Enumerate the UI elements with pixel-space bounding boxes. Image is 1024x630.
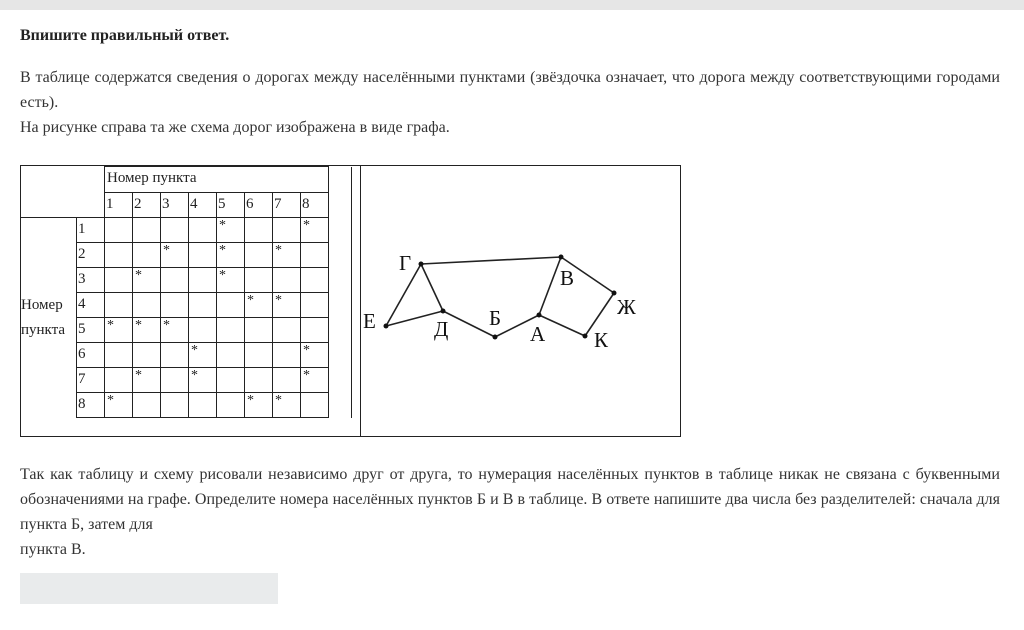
table-cell bbox=[245, 243, 273, 268]
column-number: 2 bbox=[133, 193, 161, 218]
task-figure bbox=[20, 165, 681, 437]
node-zh bbox=[612, 291, 617, 296]
table-cell bbox=[161, 368, 189, 393]
column-number: 1 bbox=[105, 193, 133, 218]
table-cell bbox=[273, 343, 301, 368]
table-cell: * bbox=[273, 393, 301, 418]
label-g: Г bbox=[399, 251, 412, 275]
label-zh: Ж bbox=[617, 295, 636, 319]
table-cell bbox=[189, 318, 217, 343]
row-number: 8 bbox=[77, 393, 105, 418]
column-number: 8 bbox=[301, 193, 329, 218]
table-cell: * bbox=[245, 293, 273, 318]
edge-g-d bbox=[421, 264, 443, 311]
label-k: К bbox=[594, 328, 609, 352]
table-cell bbox=[245, 368, 273, 393]
table-corner bbox=[21, 167, 105, 218]
table-cell bbox=[161, 393, 189, 418]
row-number: 6 bbox=[77, 343, 105, 368]
label-d: Д bbox=[434, 317, 449, 341]
table-cell bbox=[273, 368, 301, 393]
table-cell bbox=[189, 393, 217, 418]
row-number: 2 bbox=[77, 243, 105, 268]
table-cell bbox=[189, 243, 217, 268]
node-b bbox=[493, 335, 498, 340]
road-graph bbox=[360, 166, 681, 436]
table-cell bbox=[273, 268, 301, 293]
table-cell bbox=[301, 243, 329, 268]
task-text-line-1: В таблице содержатся сведения о дорогах между населёнными пунктами (звёздочка означает, что дорога между соответствующими городами есть). bbox=[20, 69, 1000, 111]
edge-a-k bbox=[539, 315, 585, 336]
table-cell bbox=[245, 218, 273, 243]
node-v bbox=[559, 255, 564, 260]
graph-svg bbox=[361, 166, 681, 436]
label-e: Е bbox=[363, 309, 376, 333]
table-cell: * bbox=[133, 368, 161, 393]
table-cell bbox=[105, 368, 133, 393]
table-cell: * bbox=[189, 343, 217, 368]
label-v: В bbox=[560, 266, 575, 290]
table-cell: * bbox=[133, 268, 161, 293]
task-heading: Впишите правильный ответ. bbox=[20, 27, 230, 44]
table-cell bbox=[105, 268, 133, 293]
table-cell bbox=[217, 343, 245, 368]
row-number: 1 bbox=[77, 218, 105, 243]
table-cell bbox=[301, 268, 329, 293]
table-cell: * bbox=[217, 268, 245, 293]
table-cell bbox=[245, 268, 273, 293]
table-cell bbox=[301, 318, 329, 343]
table-cell: * bbox=[301, 343, 329, 368]
node-e bbox=[384, 324, 389, 329]
table-cell: * bbox=[217, 218, 245, 243]
table-cell bbox=[161, 293, 189, 318]
table-cell bbox=[189, 268, 217, 293]
table-cell bbox=[273, 318, 301, 343]
row-number: 3 bbox=[77, 268, 105, 293]
task-question-tail: пункта В. bbox=[20, 541, 86, 558]
table-cell bbox=[105, 293, 133, 318]
task-text-line-2: На рисунке справа та же схема дорог изображена в виде графа. bbox=[20, 119, 450, 136]
table-cell bbox=[217, 393, 245, 418]
table-cell bbox=[217, 368, 245, 393]
table-cell bbox=[189, 293, 217, 318]
row-header bbox=[21, 218, 77, 418]
node-d bbox=[441, 309, 446, 314]
table-cell bbox=[273, 218, 301, 243]
table-cell bbox=[217, 318, 245, 343]
node-a bbox=[537, 313, 542, 318]
column-number: 6 bbox=[245, 193, 273, 218]
edge-g-v bbox=[421, 257, 561, 264]
table-cell: * bbox=[105, 393, 133, 418]
row-number: 4 bbox=[77, 293, 105, 318]
table-cell bbox=[133, 243, 161, 268]
table-cell bbox=[189, 218, 217, 243]
table-cell bbox=[105, 218, 133, 243]
table-cell: * bbox=[301, 368, 329, 393]
edge-d-b bbox=[443, 311, 495, 337]
table-cell bbox=[161, 343, 189, 368]
table-cell bbox=[133, 343, 161, 368]
label-b: Б bbox=[489, 306, 502, 330]
graph-labels bbox=[363, 251, 636, 352]
edge-a-v bbox=[539, 257, 561, 315]
table-cell: * bbox=[273, 243, 301, 268]
table-cell: * bbox=[301, 218, 329, 243]
table-cell bbox=[105, 343, 133, 368]
table-cell: * bbox=[161, 243, 189, 268]
table-cell: * bbox=[245, 393, 273, 418]
column-number: 3 bbox=[161, 193, 189, 218]
table-cell bbox=[133, 218, 161, 243]
table-cell bbox=[301, 293, 329, 318]
task-question: Так как таблицу и схему рисовали независимо друг от друга, то нумерация населённых пунктов в таблице никак не связана с буквенными обозначениями на графе. Определите номера населённых пунктов Б и В в таблице. В ответе напишите два числа без разделителей: сначала для пункта Б, затем для bbox=[20, 466, 1000, 533]
table-cell: * bbox=[161, 318, 189, 343]
column-header: Номер пункта bbox=[105, 167, 329, 193]
table-cell: * bbox=[273, 293, 301, 318]
node-g bbox=[419, 262, 424, 267]
row-header-line-2: пункта bbox=[21, 321, 66, 338]
table-cell bbox=[105, 243, 133, 268]
table-cell bbox=[245, 318, 273, 343]
label-a: А bbox=[530, 322, 546, 346]
row-header-line-1: Номер bbox=[21, 296, 63, 313]
row-number: 7 bbox=[77, 368, 105, 393]
answer-input[interactable] bbox=[20, 573, 278, 604]
table-cell bbox=[301, 393, 329, 418]
table-row bbox=[21, 218, 352, 243]
table-cell bbox=[245, 343, 273, 368]
table-cell: * bbox=[105, 318, 133, 343]
table-cell bbox=[133, 393, 161, 418]
node-k bbox=[583, 334, 588, 339]
table-cell: * bbox=[217, 243, 245, 268]
top-bar bbox=[0, 0, 1024, 10]
table-cell: * bbox=[133, 318, 161, 343]
column-number: 7 bbox=[273, 193, 301, 218]
table-cell bbox=[133, 293, 161, 318]
column-number: 5 bbox=[217, 193, 245, 218]
row-number: 5 bbox=[77, 318, 105, 343]
table-cell: * bbox=[189, 368, 217, 393]
table-cell bbox=[161, 218, 189, 243]
table-cell bbox=[161, 268, 189, 293]
table-cell bbox=[217, 293, 245, 318]
adjacency-table bbox=[21, 166, 352, 418]
table-spacer-column bbox=[329, 167, 352, 418]
column-number: 4 bbox=[189, 193, 217, 218]
